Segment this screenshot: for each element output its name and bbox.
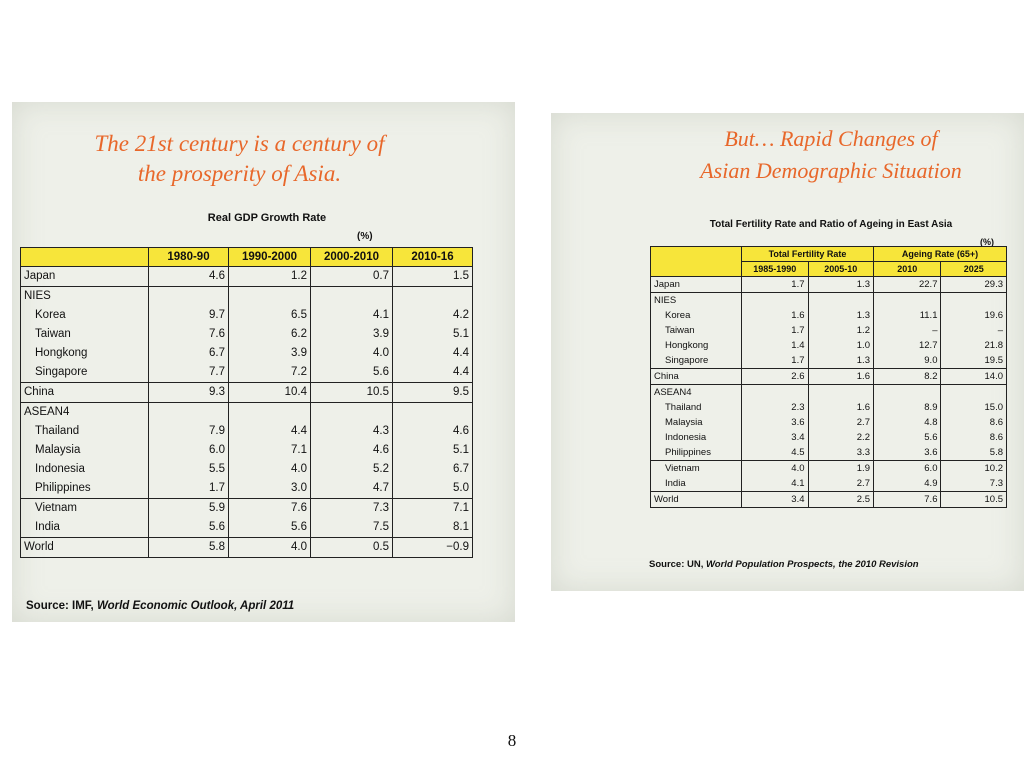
tfr-cell: 3.6 bbox=[742, 415, 808, 430]
gdp-cell: 4.4 bbox=[393, 363, 473, 383]
tfr-cell: 2.3 bbox=[742, 400, 808, 415]
gdp-cell: 7.3 bbox=[311, 499, 393, 519]
tfr-row bbox=[651, 476, 1007, 492]
gdp-row-label: Korea bbox=[21, 306, 149, 325]
gdp-cell: 4.0 bbox=[311, 344, 393, 363]
tfr-row bbox=[651, 385, 1007, 401]
tfr-cell: 4.8 bbox=[873, 415, 941, 430]
tfr-cell: – bbox=[873, 323, 941, 338]
gdp-row bbox=[21, 267, 473, 287]
gdp-cell: 6.7 bbox=[149, 344, 229, 363]
tfr-row-label: Japan bbox=[651, 277, 742, 293]
tfr-cell: 1.6 bbox=[808, 369, 873, 385]
tfr-row-label: Hongkong bbox=[651, 338, 742, 353]
tfr-row-label: World bbox=[651, 492, 742, 508]
gdp-cell bbox=[149, 403, 229, 423]
gdp-row bbox=[21, 499, 473, 519]
tfr-row-label: Vietnam bbox=[651, 461, 742, 477]
tfr-row bbox=[651, 369, 1007, 385]
gdp-cell: 6.5 bbox=[229, 306, 311, 325]
tfr-cell: 8.6 bbox=[941, 415, 1007, 430]
gdp-cell: 3.9 bbox=[311, 325, 393, 344]
tfr-cell bbox=[873, 385, 941, 401]
tfr-cell: 10.2 bbox=[941, 461, 1007, 477]
gdp-col-header: 1990-2000 bbox=[229, 248, 311, 267]
tfr-cell: 21.8 bbox=[941, 338, 1007, 353]
gdp-cell: 5.5 bbox=[149, 460, 229, 479]
gdp-row-label: World bbox=[21, 538, 149, 558]
gdp-cell: 4.6 bbox=[149, 267, 229, 287]
tfr-row bbox=[651, 461, 1007, 477]
tfr-cell: 1.7 bbox=[742, 323, 808, 338]
tfr-cell: 15.0 bbox=[941, 400, 1007, 415]
gdp-unit-label: (%) bbox=[357, 231, 373, 242]
gdp-cell: 7.6 bbox=[229, 499, 311, 519]
tfr-cell: 4.0 bbox=[742, 461, 808, 477]
tfr-col-header: 2025 bbox=[941, 262, 1007, 277]
tfr-cell: 10.5 bbox=[941, 492, 1007, 508]
gdp-col-header: 1980-90 bbox=[149, 248, 229, 267]
gdp-cell: 5.1 bbox=[393, 325, 473, 344]
tfr-cell: 1.2 bbox=[808, 323, 873, 338]
tfr-cell: 3.4 bbox=[742, 430, 808, 445]
tfr-row bbox=[651, 415, 1007, 430]
gdp-cell: 5.6 bbox=[149, 518, 229, 538]
gdp-header-row bbox=[21, 248, 473, 267]
left-slide-title bbox=[12, 129, 467, 189]
gdp-cell: 8.1 bbox=[393, 518, 473, 538]
left-slide-photo bbox=[12, 102, 515, 622]
tfr-cell: 2.2 bbox=[808, 430, 873, 445]
tfr-cell: 1.7 bbox=[742, 353, 808, 369]
gdp-source-publication: World Economic Outlook, April 2011 bbox=[96, 600, 295, 612]
tfr-cell: 2.7 bbox=[808, 476, 873, 492]
tfr-header-blank bbox=[651, 247, 742, 277]
gdp-cell: 4.0 bbox=[229, 538, 311, 558]
tfr-cell: 8.2 bbox=[873, 369, 941, 385]
tfr-table-title: Total Fertility Rate and Ratio of Ageing in East Asia bbox=[709, 219, 953, 230]
tfr-cell: 19.5 bbox=[941, 353, 1007, 369]
tfr-cell: 1.7 bbox=[742, 277, 808, 293]
right-slide-title bbox=[646, 123, 1016, 187]
tfr-row-label: China bbox=[651, 369, 742, 385]
tfr-col-header: 1985-1990 bbox=[742, 262, 808, 277]
tfr-row-label: India bbox=[651, 476, 742, 492]
gdp-cell: 7.7 bbox=[149, 363, 229, 383]
gdp-row-label: Philippines bbox=[21, 479, 149, 499]
gdp-row bbox=[21, 422, 473, 441]
gdp-row bbox=[21, 325, 473, 344]
gdp-row bbox=[21, 538, 473, 558]
left-title-line2: the prosperity of Asia. bbox=[137, 161, 342, 186]
tfr-cell: 2.5 bbox=[808, 492, 873, 508]
tfr-cell: 2.6 bbox=[742, 369, 808, 385]
gdp-cell: 3.0 bbox=[229, 479, 311, 499]
gdp-row bbox=[21, 287, 473, 307]
tfr-cell: 12.7 bbox=[873, 338, 941, 353]
gdp-cell bbox=[229, 287, 311, 307]
tfr-cell: 1.4 bbox=[742, 338, 808, 353]
gdp-cell: 1.5 bbox=[393, 267, 473, 287]
tfr-row-label: Korea bbox=[651, 308, 742, 323]
gdp-row bbox=[21, 403, 473, 423]
gdp-cell: 4.3 bbox=[311, 422, 393, 441]
tfr-cell: 1.6 bbox=[808, 400, 873, 415]
gdp-cell: 5.6 bbox=[311, 363, 393, 383]
tfr-group-label: NIES bbox=[651, 293, 742, 309]
tfr-row-label: Taiwan bbox=[651, 323, 742, 338]
tfr-group-label: ASEAN4 bbox=[651, 385, 742, 401]
tfr-cell: 6.0 bbox=[873, 461, 941, 477]
gdp-cell: 7.1 bbox=[229, 441, 311, 460]
gdp-cell: 5.6 bbox=[229, 518, 311, 538]
gdp-cell bbox=[311, 403, 393, 423]
gdp-row bbox=[21, 306, 473, 325]
tfr-cell: 3.4 bbox=[742, 492, 808, 508]
gdp-row-label: Thailand bbox=[21, 422, 149, 441]
gdp-row-label: Malaysia bbox=[21, 441, 149, 460]
tfr-cell: 8.9 bbox=[873, 400, 941, 415]
tfr-cell: 1.0 bbox=[808, 338, 873, 353]
gdp-row bbox=[21, 363, 473, 383]
gdp-cell bbox=[229, 403, 311, 423]
tfr-cell: 9.0 bbox=[873, 353, 941, 369]
tfr-source-publication: World Population Prospects, the 2010 Revision bbox=[706, 559, 919, 570]
tfr-row-label: Indonesia bbox=[651, 430, 742, 445]
tfr-cell: 1.6 bbox=[742, 308, 808, 323]
gdp-row bbox=[21, 460, 473, 479]
gdp-cell bbox=[393, 403, 473, 423]
tfr-cell bbox=[941, 293, 1007, 309]
tfr-row bbox=[651, 338, 1007, 353]
gdp-header-blank bbox=[21, 248, 149, 267]
gdp-cell: 4.2 bbox=[393, 306, 473, 325]
gdp-cell: 0.5 bbox=[311, 538, 393, 558]
gdp-row-label: China bbox=[21, 383, 149, 403]
gdp-cell: 6.7 bbox=[393, 460, 473, 479]
tfr-cell: 22.7 bbox=[873, 277, 941, 293]
gdp-cell: 1.2 bbox=[229, 267, 311, 287]
gdp-col-header: 2000-2010 bbox=[311, 248, 393, 267]
gdp-cell: 7.6 bbox=[149, 325, 229, 344]
tfr-cell bbox=[808, 293, 873, 309]
gdp-source-prefix: Source: IMF, bbox=[26, 600, 94, 612]
tfr-cell: 3.6 bbox=[873, 445, 941, 461]
tfr-cell: 3.3 bbox=[808, 445, 873, 461]
tfr-cell: 7.3 bbox=[941, 476, 1007, 492]
gdp-growth-table bbox=[20, 247, 473, 558]
gdp-group-label: NIES bbox=[21, 287, 149, 307]
tfr-cell: 1.9 bbox=[808, 461, 873, 477]
tfr-source bbox=[649, 559, 919, 570]
tfr-cell bbox=[742, 385, 808, 401]
tfr-row bbox=[651, 430, 1007, 445]
gdp-row-label: Vietnam bbox=[21, 499, 149, 519]
gdp-cell: 4.0 bbox=[229, 460, 311, 479]
tfr-cell: 19.6 bbox=[941, 308, 1007, 323]
gdp-cell: 4.4 bbox=[393, 344, 473, 363]
tfr-cell bbox=[873, 293, 941, 309]
tfr-row-label: Philippines bbox=[651, 445, 742, 461]
tfr-row bbox=[651, 277, 1007, 293]
gdp-cell: 4.4 bbox=[229, 422, 311, 441]
gdp-cell: 5.8 bbox=[149, 538, 229, 558]
tfr-row bbox=[651, 308, 1007, 323]
gdp-table-title: Real GDP Growth Rate bbox=[207, 212, 327, 224]
tfr-cell bbox=[941, 385, 1007, 401]
tfr-row-label: Singapore bbox=[651, 353, 742, 369]
gdp-row bbox=[21, 441, 473, 460]
tfr-cell: 29.3 bbox=[941, 277, 1007, 293]
tfr-cell: 8.6 bbox=[941, 430, 1007, 445]
gdp-cell: 7.2 bbox=[229, 363, 311, 383]
gdp-cell: 6.2 bbox=[229, 325, 311, 344]
tfr-row bbox=[651, 353, 1007, 369]
gdp-col-header: 2010-16 bbox=[393, 248, 473, 267]
tfr-cell bbox=[742, 293, 808, 309]
page-number: 8 bbox=[507, 731, 517, 750]
gdp-cell: 4.6 bbox=[393, 422, 473, 441]
gdp-cell: 4.7 bbox=[311, 479, 393, 499]
tfr-cell: 1.3 bbox=[808, 277, 873, 293]
gdp-cell: 5.9 bbox=[149, 499, 229, 519]
tfr-unit-label: (%) bbox=[980, 237, 994, 247]
gdp-cell: 9.5 bbox=[393, 383, 473, 403]
tfr-group-header-row bbox=[651, 247, 1007, 262]
gdp-row bbox=[21, 479, 473, 499]
tfr-row bbox=[651, 400, 1007, 415]
tfr-source-prefix: Source: UN, bbox=[649, 559, 704, 570]
tfr-cell: 1.3 bbox=[808, 308, 873, 323]
gdp-cell bbox=[311, 287, 393, 307]
fertility-ageing-table bbox=[650, 246, 1007, 508]
gdp-cell bbox=[149, 287, 229, 307]
gdp-cell: 10.4 bbox=[229, 383, 311, 403]
tfr-cell: 14.0 bbox=[941, 369, 1007, 385]
tfr-cell bbox=[808, 385, 873, 401]
gdp-cell: 4.1 bbox=[311, 306, 393, 325]
gdp-row-label: Singapore bbox=[21, 363, 149, 383]
tfr-row bbox=[651, 492, 1007, 508]
gdp-row-label: Taiwan bbox=[21, 325, 149, 344]
tfr-col-header: 2010 bbox=[873, 262, 941, 277]
gdp-cell: 5.0 bbox=[393, 479, 473, 499]
right-title-line1: But… Rapid Changes of bbox=[724, 126, 938, 151]
tfr-cell: 4.5 bbox=[742, 445, 808, 461]
tfr-cell: 4.1 bbox=[742, 476, 808, 492]
gdp-cell: 6.0 bbox=[149, 441, 229, 460]
tfr-cell: – bbox=[941, 323, 1007, 338]
tfr-group-header: Ageing Rate (65+) bbox=[873, 247, 1006, 262]
left-title-line1: The 21st century is a century of bbox=[94, 131, 385, 156]
gdp-row-label: Indonesia bbox=[21, 460, 149, 479]
gdp-row-label: Japan bbox=[21, 267, 149, 287]
gdp-cell: 7.9 bbox=[149, 422, 229, 441]
tfr-cell: 1.3 bbox=[808, 353, 873, 369]
gdp-cell: 1.7 bbox=[149, 479, 229, 499]
gdp-row bbox=[21, 383, 473, 403]
gdp-cell: 7.5 bbox=[311, 518, 393, 538]
gdp-cell: 0.7 bbox=[311, 267, 393, 287]
gdp-cell: −0.9 bbox=[393, 538, 473, 558]
right-title-line2: Asian Demographic Situation bbox=[700, 158, 962, 183]
tfr-row bbox=[651, 293, 1007, 309]
tfr-cell: 11.1 bbox=[873, 308, 941, 323]
gdp-cell: 3.9 bbox=[229, 344, 311, 363]
gdp-cell: 10.5 bbox=[311, 383, 393, 403]
tfr-cell: 5.6 bbox=[873, 430, 941, 445]
tfr-cell: 4.9 bbox=[873, 476, 941, 492]
tfr-row-label: Malaysia bbox=[651, 415, 742, 430]
gdp-cell: 9.7 bbox=[149, 306, 229, 325]
gdp-cell: 5.1 bbox=[393, 441, 473, 460]
tfr-row-label: Thailand bbox=[651, 400, 742, 415]
gdp-cell bbox=[393, 287, 473, 307]
tfr-cell: 5.8 bbox=[941, 445, 1007, 461]
gdp-group-label: ASEAN4 bbox=[21, 403, 149, 423]
gdp-row-label: India bbox=[21, 518, 149, 538]
gdp-cell: 4.6 bbox=[311, 441, 393, 460]
gdp-cell: 9.3 bbox=[149, 383, 229, 403]
tfr-group-header: Total Fertility Rate bbox=[742, 247, 874, 262]
gdp-source bbox=[26, 600, 294, 612]
tfr-row bbox=[651, 445, 1007, 461]
gdp-row bbox=[21, 518, 473, 538]
right-slide-photo bbox=[551, 113, 1024, 591]
tfr-col-header: 2005-10 bbox=[808, 262, 873, 277]
tfr-cell: 2.7 bbox=[808, 415, 873, 430]
gdp-cell: 7.1 bbox=[393, 499, 473, 519]
gdp-row bbox=[21, 344, 473, 363]
gdp-row-label: Hongkong bbox=[21, 344, 149, 363]
gdp-cell: 5.2 bbox=[311, 460, 393, 479]
tfr-row bbox=[651, 323, 1007, 338]
tfr-cell: 7.6 bbox=[873, 492, 941, 508]
